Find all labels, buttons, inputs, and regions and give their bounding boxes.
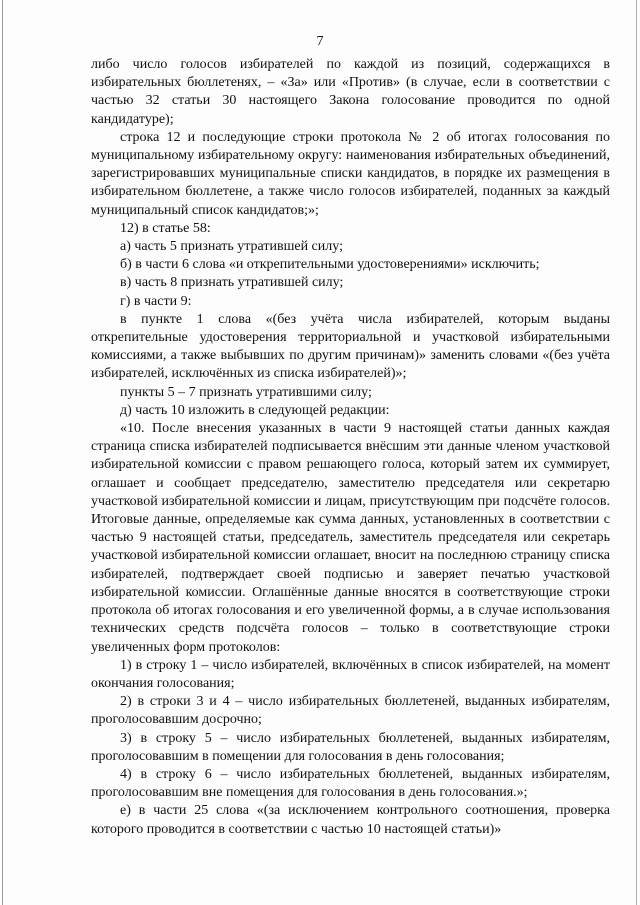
paragraph: 3) в строку 5 – число избирательных бюллетеней, выданных избирателям, проголосовавшим в помещении для голосования в день голосования; <box>91 730 610 764</box>
paragraph: 2) в строки 3 и 4 – число избирательных бюллетеней, выданных избирателям, проголосовавшим досрочно; <box>91 694 610 728</box>
paragraph: 12) в статье 58: <box>120 220 211 236</box>
scan-edge-right <box>636 0 637 905</box>
paragraph: «10. После внесения указанных в части 9 настоящей статьи данных каждая страница списка избирателей подписывается внёсшим эти данные членом участковой избирательной комиссии с правом решающего голоса, который затем их суммирует, оглашает и сообщает председателю, заместителю председателя или секретарю участковой избирательной комиссии и лицам, присутствующим при подсчёте голосов. Итоговые данные, определяемые как сумма данных, установленных в соответствии с частью 9 настоящей статьи, председатель, заместитель председателя или секретарь участковой избирательной комиссии оглашает, вносит на последнюю страницу списка избирателей, подтверждает своей подписью и заверяет печатью участковой избирательной комиссии. Оглашённые данные вносятся в соответствующие строки протокола об итогах голосования и его увеличенной формы, а в случае использования технических средств подсчёта голосов – только в соответствующие строки увеличенных форм протоколов: <box>91 421 610 655</box>
paragraph: е) в части 25 слова «(за исключением контрольного соотношения, проверка которого проводится в соответствии с частью 10 настоящей статьи)» <box>91 803 610 837</box>
paragraph: а) часть 5 признать утратившей силу; <box>120 239 343 255</box>
scan-edge-left <box>2 0 3 905</box>
document-body <box>91 56 610 839</box>
paragraph: строка 12 и последующие строки протокола № 2 об итогах голосования по муниципальному избирательному округу: наименования избирательных объединений, зарегистрировавших муниципальные списки кандидатов, в порядке их размещения в избирательном бюллетене, а также число голосов избирателей, поданных за каждый муниципальный список кандидатов;»; <box>91 129 610 218</box>
paragraph: пункты 5 – 7 признать утратившими силу; <box>120 384 372 400</box>
page-number: 7 <box>316 34 324 49</box>
paragraph: 1) в строку 1 – число избирателей, включённых в список избирателей, на момент окончания голосования; <box>91 657 610 691</box>
paragraph: г) в части 9: <box>120 293 192 309</box>
paragraph: либо число голосов избирателей по каждой из позиций, содержащихся в избирательных бюллетенях, – «За» или «Против» (в случае, если в соответствии с частью 32 статьи 30 настоящего Закона голосование проводится по одной кандидатуре); <box>91 57 610 127</box>
paragraph: 4) в строку 6 – число избирательных бюллетеней, выданных избирателям, проголосовавшим вне помещения для голосования в день голосования.»; <box>91 766 610 801</box>
paragraph: в пункте 1 слова «(без учёта числа избирателей, которым выданы открепительные удостоверения территориальной и участковой избирательными комиссиями, а также выбывших по другим причинам)» заменить словами «(без учёта избирателей, исключённых из списка избирателей)»; <box>91 311 610 382</box>
paragraph: б) в части 6 слова «и открепительными удостоверениями» исключить; <box>120 257 540 273</box>
paragraph: в) часть 8 признать утратившей силу; <box>120 275 344 291</box>
paragraph: д) часть 10 изложить в следующей редакции: <box>120 402 390 418</box>
